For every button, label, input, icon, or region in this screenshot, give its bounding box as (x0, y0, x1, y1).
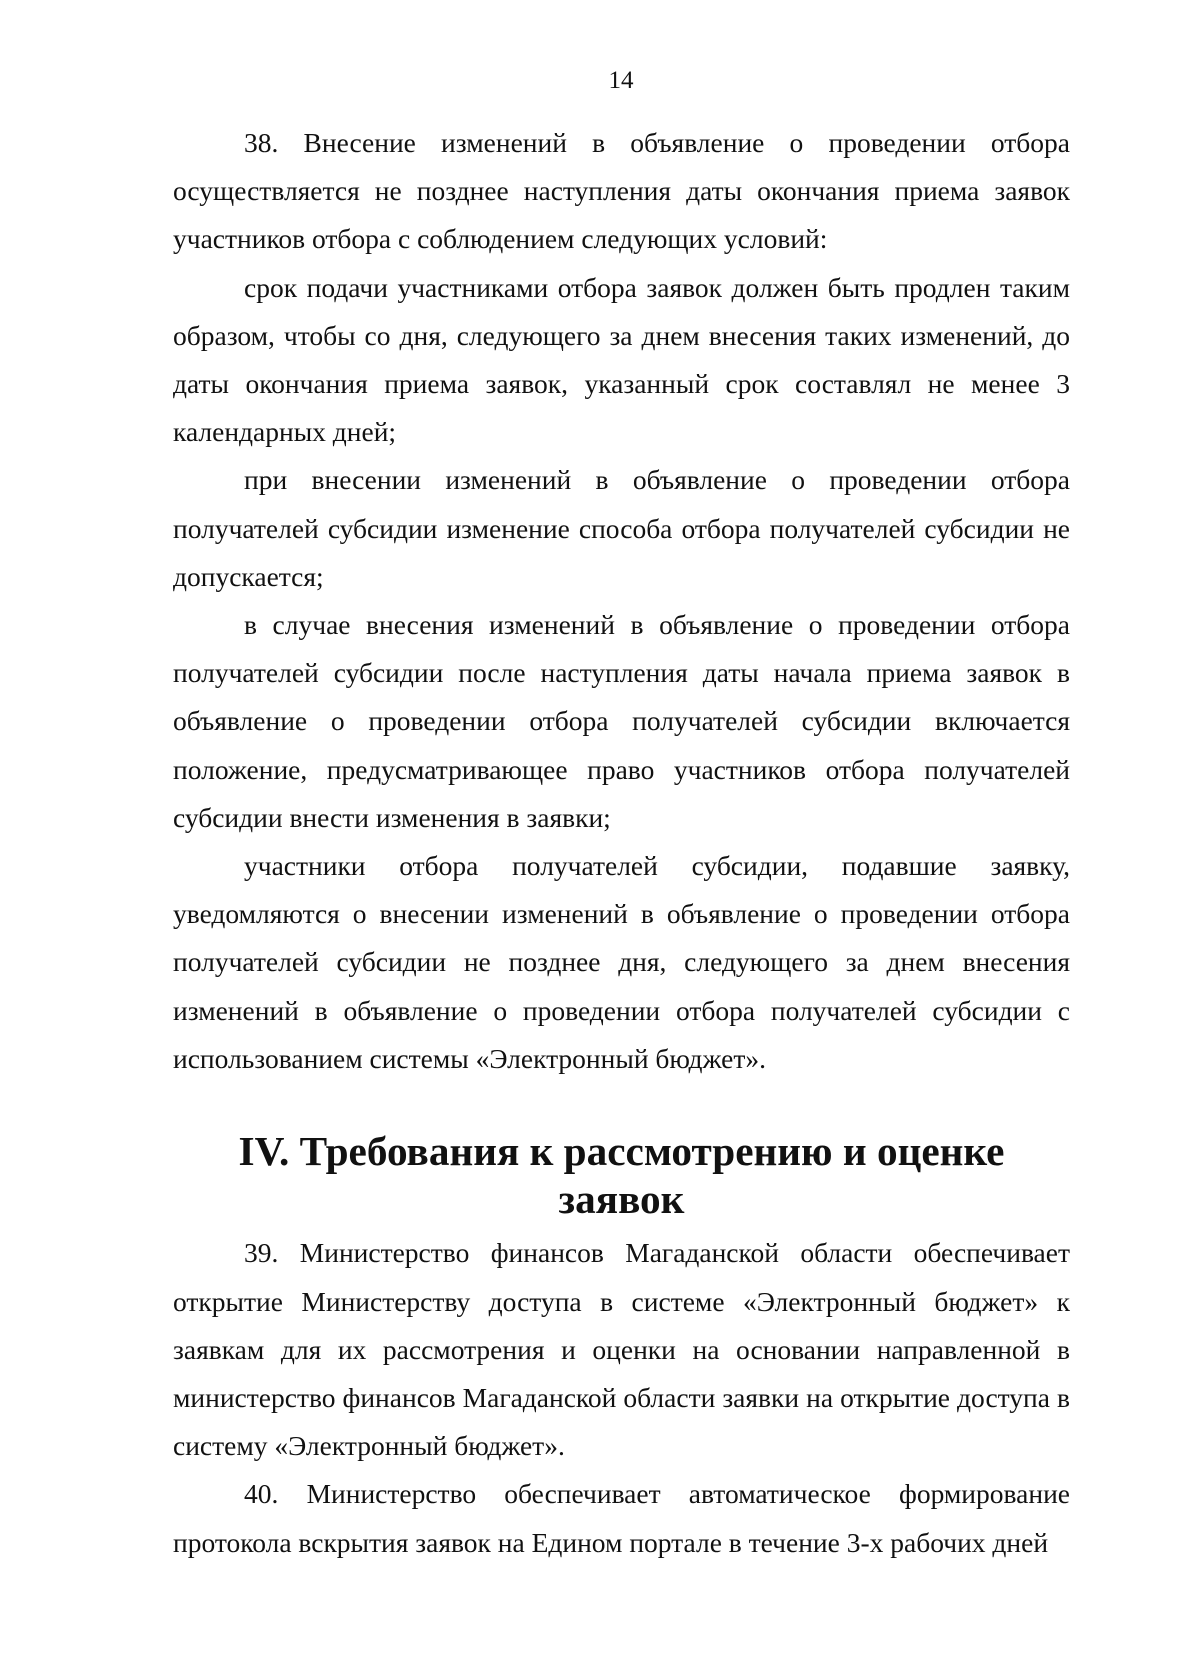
section-heading: IV. Требования к рассмотрению и оценке заявок (238, 1128, 1005, 1223)
paragraph-38: 38. Внесение изменений в объявление о проведении отбора осуществляется не позднее наступления даты окончания приема заявок участников отбора с соблюдением следующих условий: (173, 127, 1070, 255)
document-body (173, 119, 1070, 1567)
paragraph-amendment-right: в случае внесения изменений в объявление о проведении отбора получателей субсидии после наступления даты начала приема заявок в объявление о проведении отбора получателей субсидии включается положение, предусматривающее право участников отбора получателей субсидии внести изменения в заявки; (173, 609, 1070, 833)
paragraph-term-extension: срок подачи участниками отбора заявок должен быть продлен таким образом, чтобы со дня, следующего за днем внесения таких изменений, до даты окончания приема заявок, указанный срок составлял не менее 3 календарных дней; (173, 271, 1070, 448)
paragraph-participant-notice: участники отбора получателей субсидии, подавшие заявку, уведомляются о внесении изменений в объявление о проведении отбора получателей субсидии не позднее дня, следующего за днем внесения изменений в объявление о проведении отбора получателей субсидии с использованием системы «Электронный бюджет». (173, 850, 1070, 1074)
paragraph-40: 40. Министерство обеспечивает автоматическое формирование протокола вскрытия заявок на Едином портале в течение 3-х рабочих дней (173, 1478, 1070, 1558)
page-number: 14 (608, 67, 634, 94)
paragraph-39: 39. Министерство финансов Магаданской области обеспечивает открытие Министерству доступа в системе «Электронный бюджет» к заявкам для их рассмотрения и оценки на основании направленной в министерство финансов Магаданской области заявки на открытие доступа в систему «Электронный бюджет». (173, 1237, 1070, 1462)
paragraph-method-change: при внесении изменений в объявление о проведении отбора получателей субсидии изменение способа отбора получателей субсидии не допускается; (173, 464, 1070, 592)
